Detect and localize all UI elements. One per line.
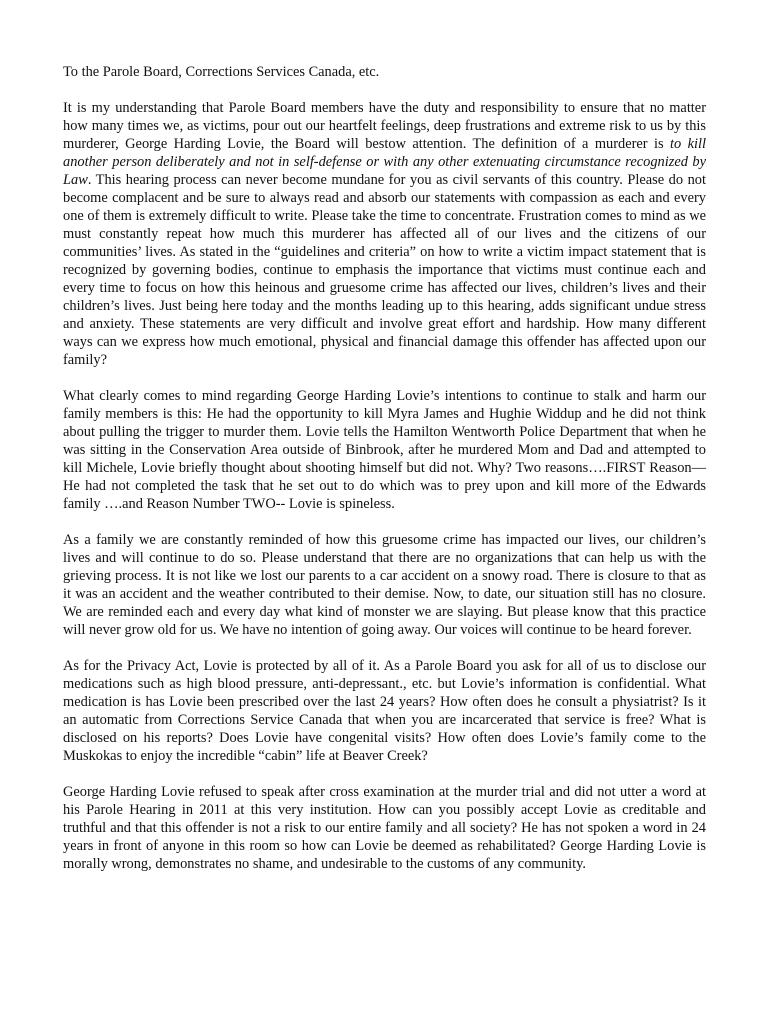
paragraph-intentions: What clearly comes to mind regarding George Harding Lovie’s intentions to continue to stalk and harm our family members is this: He had the opportunity to kill Myra James and Hughie Widdup and he did not think about pulling the trigger to murder them. Lovie tells the Hamilton Wentworth Police Department that when he was sitting in the Conservation Area outside of Binbrook, after he murdered Mom and Dad and attempted to kill Michele, Lovie briefly thought about shooting himself but did not. Why? Two reasons….FIRST Reason—He had not completed the task that he set out to do which was to prey upon and kill more of the Edwards family ….and Reason Number TWO-- Lovie is spineless. — [63, 388, 706, 512]
murder-definition-italic: to kill another person deliberately and not in self-defense or with any other extenuating circumstance recognized by Law — [63, 136, 706, 188]
paragraph-privacy-act: As for the Privacy Act, Lovie is protected by all of it. As a Parole Board you ask for all of us to disclose our medications such as high blood pressure, anti-depressant., etc. but Lovie’s information is confidential. What medication is has Lovie been prescribed over the last 24 years? How often does he consult a physiatrist? Is it an automatic from Corrections Service Canada that when you are incarcerated that service is free? What is disclosed on his reports? Does Lovie have congenital visits? How often does Lovie’s family come to the Muskokas to enjoy the incredible “cabin” life at Beaver Creek? — [63, 658, 706, 764]
letter-page — [63, 63, 706, 873]
paragraph-refused-to-speak: George Harding Lovie refused to speak after cross examination at the murder trial and did not utter a word at his Parole Hearing in 2011 at this very institution. How can you possibly accept Lovie as creditable and truthful and that this offender is not a risk to our entire family and all society? He has not spoken a word in 24 years in front of anyone in this room so how can Lovie be deemed as rehabilitated? George Harding Lovie is morally wrong, demonstrates no shame, and undesirable to the customs of any community. — [63, 784, 706, 872]
paragraph-definition — [63, 99, 706, 369]
paragraph-definition-text-start: It is my understanding that Parole Board members have the duty and responsibility to ensure that no matter how many times we, as victims, pour out our heartfelt feelings, deep frustrations and extreme risk to us by this murderer, George Harding Lovie, the Board will bestow attention. The definition of a murderer is — [63, 100, 706, 152]
salutation: To the Parole Board, Corrections Services Canada, etc. — [63, 64, 380, 80]
paragraph-definition-text-end: . This hearing process can never become mundane for you as civil servants of this country. Please do not become complacent and be sure to always read and absorb our statements with compassion as each and every one of them is extremely difficult to write. Please take the time to concentrate. Frustration comes to mind as we must constantly repeat how much this murderer has affected all of our lives and the citizens of our communities’ lives. As stated in the “guidelines and criteria” on how to write a victim impact statement that is recognized by governing bodies, continue to emphasis the importance that victims must continue each and every time to focus on how this heinous and gruesome crime has affected our lives, children’s lives and their children’s lives. Just being here today and the months leading up to this hearing, adds significant undue stress and anxiety. These statements are very difficult and involve great effort and hardship. How many different ways can we express how much emotional, physical and financial damage this offender has affected upon our family? — [63, 172, 706, 368]
paragraph-family-impact: As a family we are constantly reminded of how this gruesome crime has impacted our lives, our children’s lives and will continue to do so. Please understand that there are no organizations that can help us with the grieving process. It is not like we lost our parents to a car accident on a snowy road. There is closure to that as it was an accident and the weather contributed to their demise. Now, to date, our situation still has no closure. We are reminded each and every day what kind of monster we are slaying. But please know that this practice will never grow old for us. We have no intention of going away. Our voices will continue to be heard forever. — [63, 532, 706, 638]
